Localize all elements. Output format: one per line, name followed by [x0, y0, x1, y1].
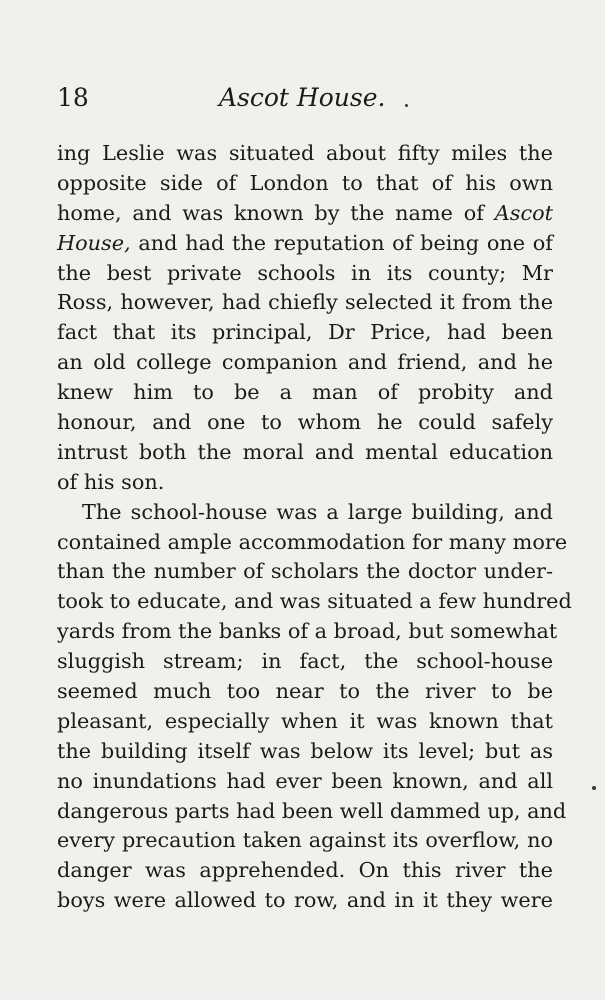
ink-speck: [592, 786, 596, 790]
text-line: dangerous parts had been well dammed up, and: [57, 798, 567, 823]
text-line-paragraph-start: The school-house was a large building, and: [82, 499, 553, 524]
text-line: home, and was known by the name of Ascot: [57, 200, 553, 225]
ink-speck: [405, 104, 408, 107]
text-line: intrust both the moral and mental education: [57, 439, 553, 464]
text-line: boys were allowed to row, and in it they were: [57, 888, 553, 913]
text-line: fact that its principal, Dr Price, had been: [57, 320, 553, 345]
text-line: sluggish stream; in fact, the school-house: [57, 649, 553, 674]
text-line: than the number of scholars the doctor under-: [57, 559, 553, 584]
text-line: knew him to be a man of probity and: [57, 380, 553, 405]
page-header: [0, 80, 605, 116]
text-line: House, and had the reputation of being one of: [57, 230, 553, 255]
text-line: the building itself was below its level; but as: [57, 738, 553, 763]
running-title: Ascot House.: [219, 83, 386, 112]
text-line: every precaution taken against its overflow, no: [57, 828, 553, 853]
text-line: ing Leslie was situated about fifty miles the: [57, 141, 553, 165]
text-line: contained ample accommodation for many more: [57, 529, 568, 554]
page-number: 18: [57, 83, 89, 112]
text-line: danger was apprehended. On this river the: [57, 858, 553, 883]
text-line: the best private schools in its county; Mr: [57, 260, 553, 285]
text-line: took to educate, and was situated a few hundred: [57, 589, 572, 614]
body-text: [57, 139, 572, 916]
text-line: an old college companion and friend, and he: [57, 350, 553, 375]
text-line: opposite side of London to that of his own: [57, 170, 553, 195]
text-line: Ross, however, had chiefly selected it from the: [57, 290, 553, 315]
text-line: seemed much too near to the river to be: [57, 679, 553, 704]
text-line-paragraph-end: of his son.: [57, 469, 165, 494]
text-line: honour, and one to whom he could safely: [57, 410, 553, 435]
text-line: no inundations had ever been known, and all: [57, 768, 553, 793]
text-line: yards from the banks of a broad, but somewhat: [57, 619, 558, 644]
text-line: pleasant, especially when it was known that: [57, 708, 553, 733]
